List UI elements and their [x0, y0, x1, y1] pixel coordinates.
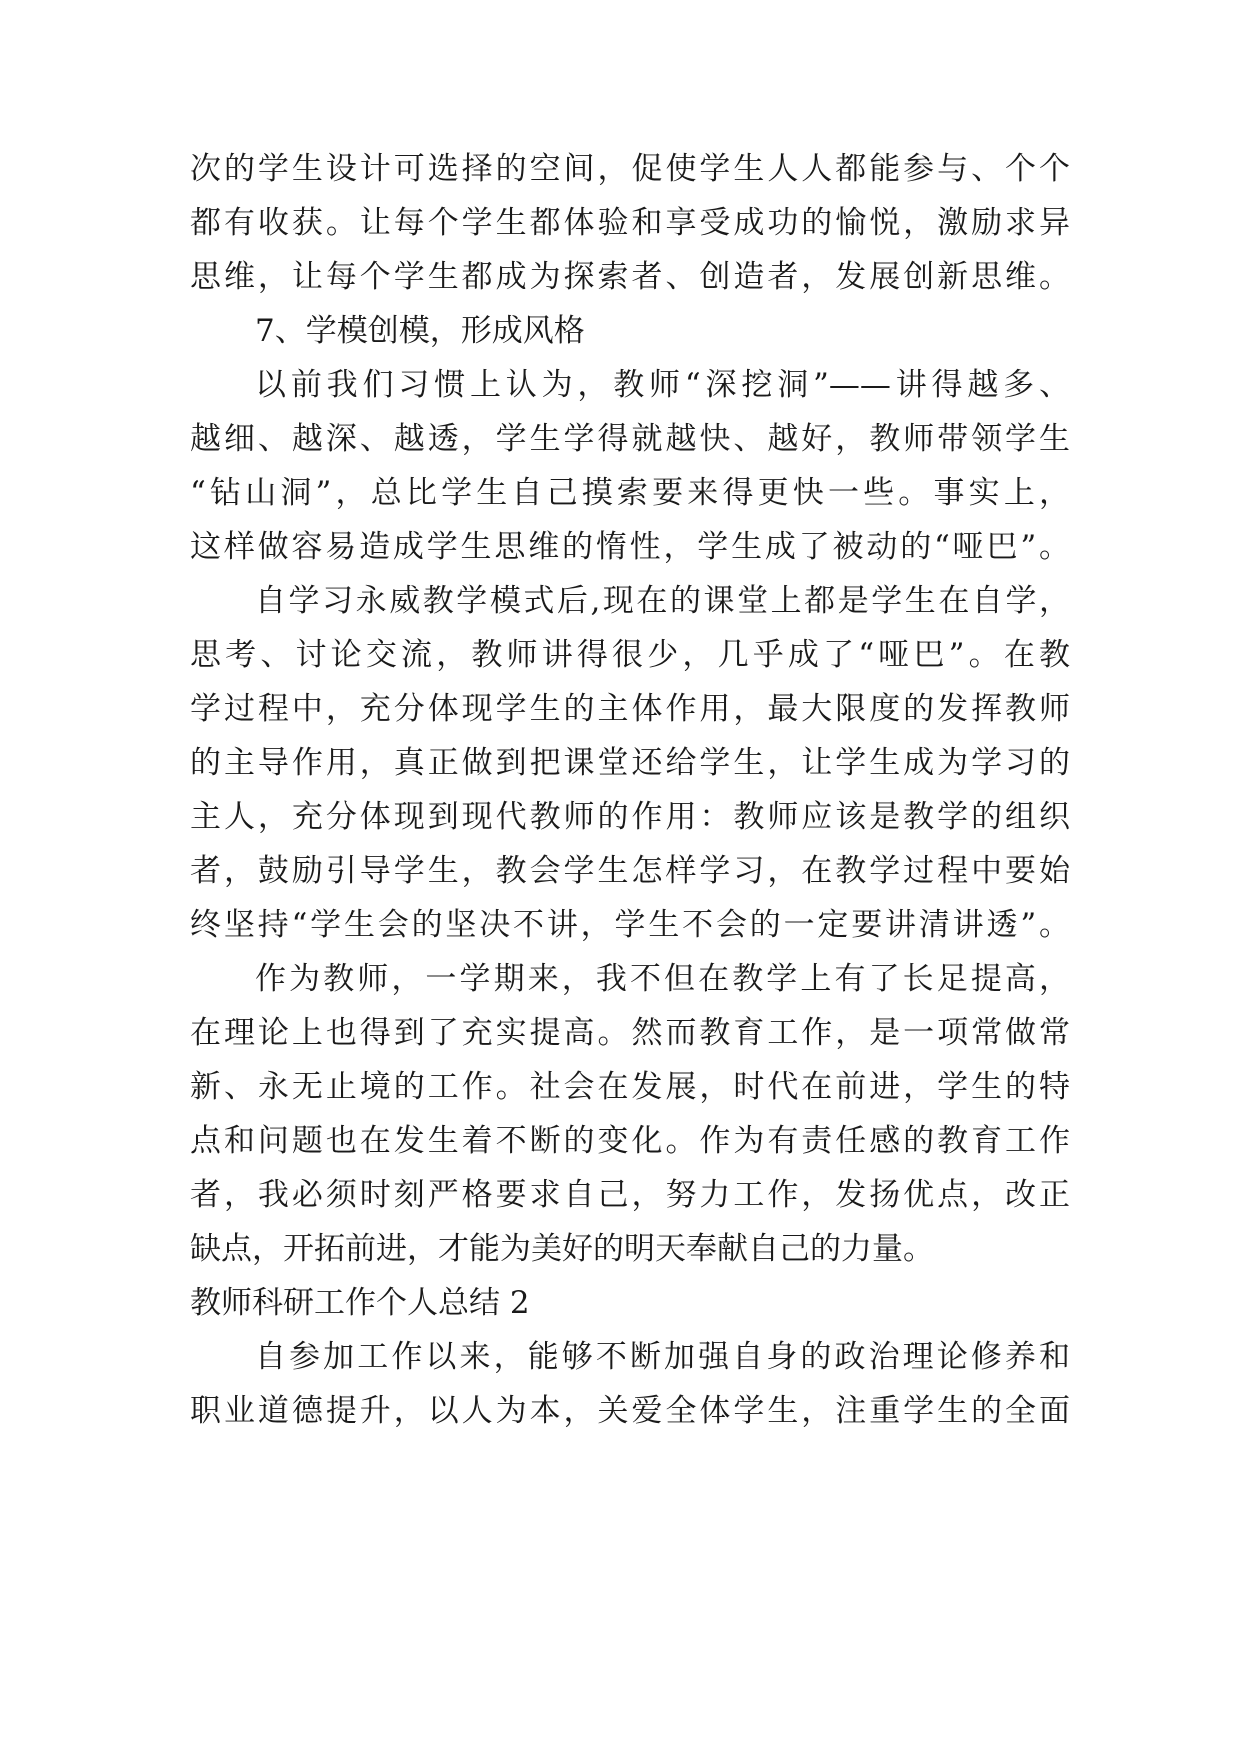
paragraph-line: 次的学生设计可选择的空间，促使学生人人都能参与、个个	[190, 151, 1070, 187]
paragraph-line: 职业道德提升，以人为本，关爱全体学生，注重学生的全面	[190, 1393, 1070, 1429]
paragraph-line: 缺点，开拓前进，才能为美好的明天奉献自己的力量。	[190, 1231, 934, 1267]
paragraph-line: 学过程中，充分体现学生的主体作用，最大限度的发挥教师	[190, 691, 1070, 727]
paragraph-line: 以前我们习惯上认为，教师“深挖洞”——讲得越多、	[255, 367, 1070, 403]
paragraph-line: 者，鼓励引导学生，教会学生怎样学习，在教学过程中要始	[190, 853, 1070, 889]
document-title: 教师科研工作个人总结 2	[190, 1285, 530, 1321]
paragraph-line: 思考、讨论交流，教师讲得很少，几乎成了“哑巴”。在教	[190, 637, 1070, 673]
paragraph-line: 自学习永威教学模式后,现在的课堂上都是学生在自学，	[255, 583, 1070, 619]
paragraph-line: 的主导作用，真正做到把课堂还给学生，让学生成为学习的	[190, 745, 1070, 781]
paragraph-line: 作为教师，一学期来，我不但在教学上有了长足提高，	[255, 961, 1070, 997]
paragraph-line: 点和问题也在发生着不断的变化。作为有责任感的教育工作	[190, 1123, 1070, 1159]
paragraph-line: 在理论上也得到了充实提高。然而教育工作，是一项常做常	[190, 1015, 1070, 1051]
paragraph-line: 思维，让每个学生都成为探索者、创造者，发展创新思维。	[190, 259, 1070, 295]
paragraph-line: 终坚持“学生会的坚决不讲，学生不会的一定要讲清讲透”。	[190, 907, 1070, 943]
paragraph-line: 这样做容易造成学生思维的惰性，学生成了被动的“哑巴”。	[190, 529, 1070, 565]
paragraph-line: “钻山洞”，总比学生自己摸索要来得更快一些。事实上，	[190, 475, 1070, 511]
paragraph-line: 主人，充分体现到现代教师的作用：教师应该是教学的组织	[190, 799, 1070, 835]
paragraph-line: 都有收获。让每个学生都体验和享受成功的愉悦，激励求异	[190, 205, 1070, 241]
section-heading: 7、学模创模，形成风格	[255, 313, 585, 349]
paragraph-line: 越细、越深、越透，学生学得就越快、越好，教师带领学生	[190, 421, 1070, 457]
paragraph-line: 新、永无止境的工作。社会在发展，时代在前进，学生的特	[190, 1069, 1070, 1105]
paragraph-line: 自参加工作以来，能够不断加强自身的政治理论修养和	[255, 1339, 1070, 1375]
paragraph-line: 者，我必须时刻严格要求自己，努力工作，发扬优点，改正	[190, 1177, 1070, 1213]
